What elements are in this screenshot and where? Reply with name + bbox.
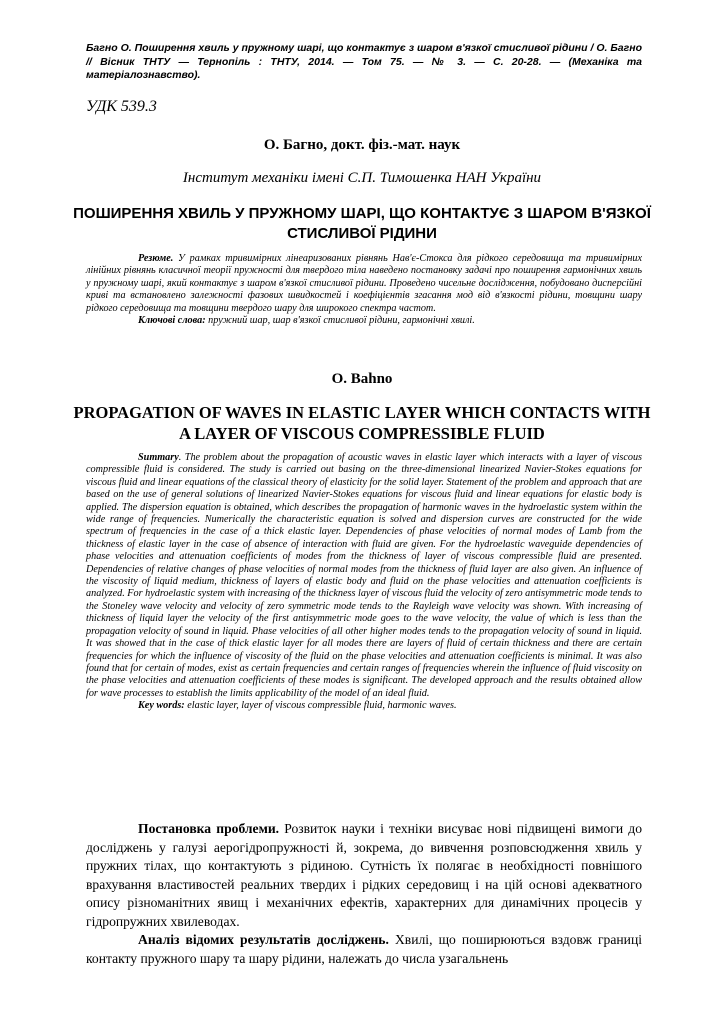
abstract-ua-text: У рамках тривимірних лінеаризованих рівнянь Нав'є-Стокса для рідкого середовища та тривимірних лінійних рівнянь класичної теорії пружності для твердого тіла наведено постановку задачі про поширення гармонічних хвиль у пружному шарі, який контактує з шаром в'язкої стисливої рідини. Проведено чисельне дослідження, побудовано дисперсійні криві та встановлено залежності фазових швидкостей і коефіцієнтів згасання мод від в'язкості рідини, товщини шару рідкого середовища та товщини твердого шару для широкого спектра частот. <box>86 253 642 314</box>
author-en: O. Bahno <box>331 371 393 387</box>
keywords-en-text: elastic layer, layer of viscous compressible fluid, harmonic waves. <box>184 700 457 712</box>
author-ua: О. Багно, докт. фіз.-мат. наук <box>263 137 461 153</box>
section-heading-review: Аналіз відомих результатів досліджень. <box>138 932 389 947</box>
keywords-en <box>86 700 642 712</box>
abstract-en-text: . The problem about the propagation of acoustic waves in elastic layer which interacts with a layer of viscous compressible fluid is considered. The study is carried out basing on the three-dimensional linearized Navier-Stokes equations for viscous fluid and linear equations of the classical theory of elasticity for the solid layer. Statement of the problem and approach that are based on the use of general solutions of linearized Navier-Stokes equations for viscous fluid and linear equations for elastic body is applied. The dispersion equation is obtained, which describes the propagation of harmonic waves in the hydroelastic system within the wide range of frequencies. Numerically the characteristic equation is solved and dispersion curves are constructed for the wide spectrum of frequencies in the case of a thick elastic layer. Dependencies of phase velocities of normal modes of Lamb from the thickness of elastic layer in the case of absence of interaction with fluid are given. For the hydroelastic waveguide dependencies of phase velocities and attenuation coefficients of modes from the thickness of layer of viscous compressible fluid are presented. Dependencies of relative changes of phase velocities of normal modes from the thickness of fluid layer are also given. An influence of the viscosity of liquid medium, thickness of layers of elastic body and fluid on the phase velocities and attenuation coefficients is analyzed. For hydroelastic system with increasing of the thickness layer of viscous fluid the velocity of zero antisymmetric mode tends to the Stoneley wave velocity and velocity of zero symmetric mode tends to the Rayleigh wave velocity was shown. With increasing of thickness of liquid layer the velocity of the first antisymmetric mode goes to the wave velocity, the value of which is less than the propagation velocity of sound in liquid. Phase velocities of all other higher modes tends to the propagation velocity of sound in liquid. It was showed that in the case of thick elastic layer for all modes there are layers of fluid of certain thickness and there are certain frequencies for which the influence of viscosity of the fluid on the phase velocities and attenuation coefficients is minimal. It was also found that for certain of modes, exist as certain frequencies and certain ranges of frequencies wherein the influence of fluid viscosity on the phase velocities and attenuation coefficients of these modes is significant. The developed approach and the results obtained allow for wave processes to establish the limits applicability of the model of an ideal fluid. <box>86 452 642 699</box>
abstract-en-paragraph <box>86 452 642 700</box>
section-heading-problem: Постановка проблеми. <box>138 821 280 836</box>
affiliation-ua: Інститут механіки імені С.П. Тимошенка НАН України <box>182 170 542 186</box>
keywords-ua-label: Ключові слова: <box>138 315 206 327</box>
title-en: PROPAGATION OF WAVES IN ELASTIC LAYER WHICH CONTACTS WITH A LAYER OF VISCOUS COMPRESSIBLE FLUID <box>73 403 651 443</box>
udk-code: УДК 539.3 <box>86 98 157 115</box>
abstract-ua <box>86 253 642 327</box>
section-text-problem: Розвиток науки і техніки висуває нові підвищені вимоги до досліджень у галузі аерогідропружності й, зокрема, до вивчення розповсюдження хвиль у пружних тілах, що контактують з рідиною. Сутність їх полягає в необхідності повнішого врахування властивостей реальних твердих і рідких середовищ і на цій основі адекватного опису різноманітних явищ і механічних ефектів, характерних для динамічних процесів у гідропружних хвилеводах. <box>86 821 643 929</box>
abstract-ua-label: Резюме. <box>138 253 174 264</box>
paragraph-problem-statement <box>86 820 642 931</box>
body-text <box>86 820 642 968</box>
paragraph-literature-review <box>86 931 642 968</box>
abstract-en-label: Summary <box>138 452 179 463</box>
abstract-en <box>86 452 642 713</box>
abstract-ua-paragraph <box>86 253 642 315</box>
title-ua: ПОШИРЕННЯ ХВИЛЬ У ПРУЖНОМУ ШАРІ, ЩО КОНТАКТУЄ З ШАРОМ В'ЯЗКОЇ СТИСЛИВОЇ РІДИНИ <box>73 205 651 242</box>
citation: Багно О. Поширення хвиль у пружному шарі, що контактує з шаром в'язкої стисливої рідини / О. Багно // Вісник ТНТУ — Тернопіль : ТНТУ, 2014. — Том 75. — № 3. — С. 20-28. — (Механіка та матеріалознавство). <box>86 42 642 81</box>
keywords-ua-text: пружний шар, шар в'язкої стисливої рідини, гармонічні хвилі. <box>205 315 475 327</box>
section-text-review: Хвилі, що поширюються вздовж границі контакту пружного шару та шару рідини, належать до числа узагальнень <box>86 932 642 966</box>
keywords-ua <box>86 315 642 327</box>
keywords-en-label: Key words: <box>138 700 185 712</box>
